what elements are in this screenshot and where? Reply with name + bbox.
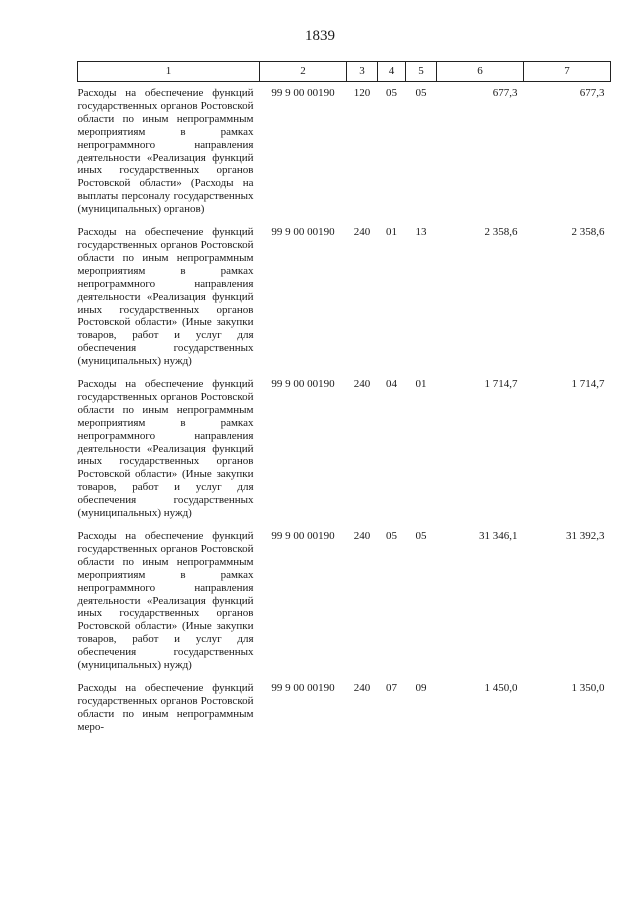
budget-table — [77, 61, 611, 740]
row-expense-type: 240 — [353, 226, 371, 239]
row-description: Расходы на обеспечение функций государственных органов Ростовской области по иным непрограммным мероприятиям в рамках непрограммного направления деятельности «Реализация функций иных государственных органов Ростовской области» (Иные закупки товаров, работ и услуг для обеспечения государственных (муниципальных) нужд) — [77, 378, 254, 520]
row-amount-year1: 677,3 — [492, 87, 518, 99]
row-target-code: 99 9 00 00190 — [271, 530, 335, 542]
row-section: 05 — [386, 530, 397, 542]
column-header: 5 — [406, 62, 437, 82]
row-description: Расходы на обеспечение функций государственных органов Ростовской области по иным непрограммным мероприятиям в рамках непрограммного направления деятельности «Реализация функций иных государственных органов Ростовской области» (Иные закупки товаров, работ и услуг для обеспечения государственных (муниципальных) нужд) — [77, 226, 254, 368]
row-amount-year2: 2 358,6 — [571, 226, 605, 239]
row-target-code: 99 9 00 00190 — [271, 681, 335, 694]
row-expense-type: 240 — [353, 530, 371, 542]
table-row — [78, 222, 611, 374]
row-subsection: 05 — [415, 87, 427, 99]
row-section: 05 — [386, 87, 397, 99]
row-expense-type: 240 — [353, 378, 371, 391]
row-description: Расходы на обеспечение функций государственных органов Ростовской области по иным непрограммным мероприятиям в рамках непрограммного направления деятельности «Реализация функций иных государственных органов Ростовской области» (Иные закупки товаров, работ и услуг для обеспечения государственных (муниципальных) нужд) — [77, 530, 254, 672]
row-target-code: 99 9 00 00190 — [271, 378, 335, 391]
row-subsection: 09 — [415, 681, 427, 694]
row-target-code: 99 9 00 00190 — [271, 226, 335, 239]
row-description: Расходы на обеспечение функций государственных органов Ростовской области по иным непрограммным меро- — [77, 681, 254, 733]
row-amount-year2: 677,3 — [579, 87, 605, 99]
column-header: 2 — [260, 62, 347, 82]
row-section: 07 — [386, 681, 397, 694]
row-target-code: 99 9 00 00190 — [271, 87, 335, 99]
row-section: 04 — [386, 378, 397, 391]
row-amount-year2: 31 392,3 — [566, 530, 605, 542]
column-header: 1 — [78, 62, 260, 82]
table-header-row — [78, 62, 611, 82]
column-header: 4 — [378, 62, 406, 82]
row-expense-type: 120 — [353, 87, 371, 99]
row-expense-type: 240 — [353, 681, 371, 694]
column-header: 7 — [524, 62, 611, 82]
column-header: 3 — [347, 62, 378, 82]
row-amount-year2: 1 714,7 — [571, 378, 605, 391]
row-subsection: 01 — [415, 378, 427, 391]
row-subsection: 05 — [415, 530, 427, 542]
page-number: 1839 — [305, 28, 335, 44]
row-amount-year1: 1 450,0 — [484, 681, 518, 694]
table-row — [78, 82, 611, 223]
table-row — [78, 374, 611, 526]
row-description: Расходы на обеспечение функций государственных органов Ростовской области по иным непрограммным мероприятиям в рамках непрограммного направления деятельности «Реализация функций иных государственных органов Ростовской области» (Расходы на выплаты персоналу государственных (муниципальных) органов) — [77, 87, 254, 216]
row-amount-year2: 1 350,0 — [571, 681, 605, 694]
column-header: 6 — [437, 62, 524, 82]
row-amount-year1: 2 358,6 — [484, 226, 518, 239]
row-subsection: 13 — [415, 226, 427, 239]
table-row — [78, 526, 611, 678]
row-amount-year1: 1 714,7 — [484, 378, 518, 391]
row-amount-year1: 31 346,1 — [479, 530, 518, 542]
row-section: 01 — [386, 226, 397, 239]
table-row — [78, 678, 611, 740]
